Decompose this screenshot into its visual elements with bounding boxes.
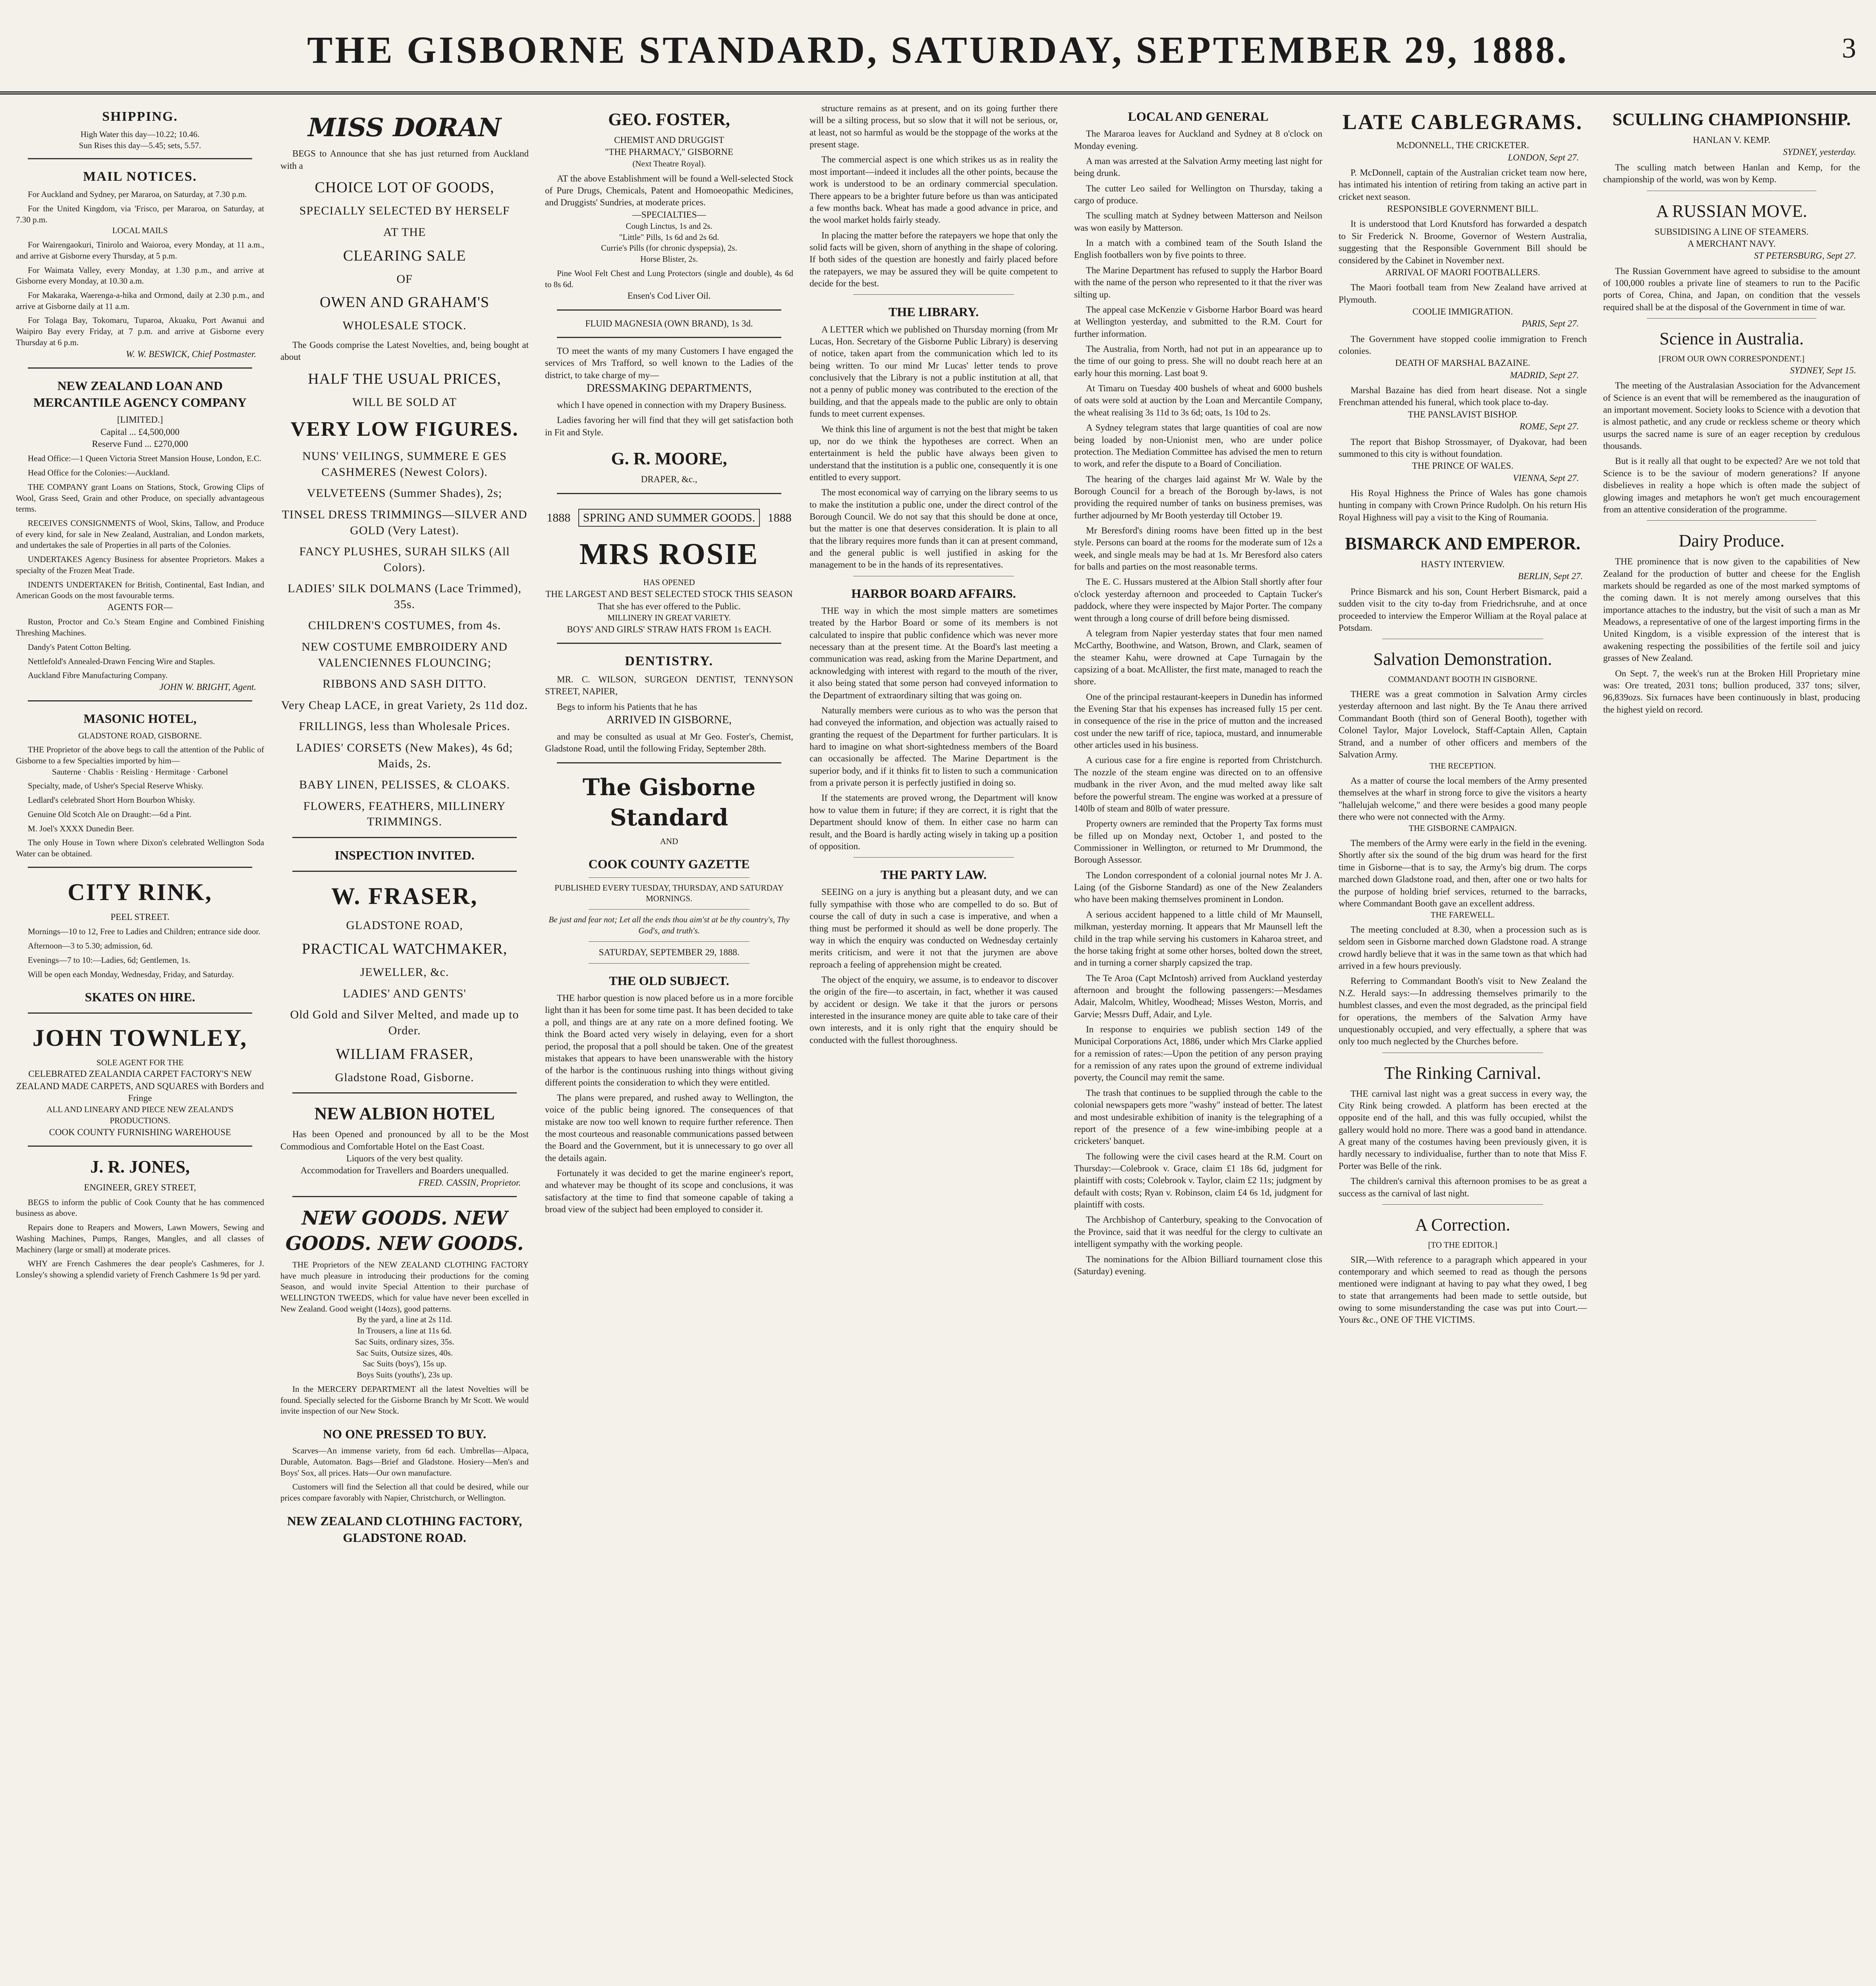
old-subject-para: Fortunately it was decided to get the marine engineer's report, and whatever may be thought of its scope and conclusions, it was satisfactory at the time to find that someone capable of taking a broad view of the subject had been employed to consider it. <box>545 1168 793 1215</box>
new-goods-item: In Trousers, a line at 11s 6d. <box>357 1326 452 1336</box>
specialties-heading: —SPECIALTIES— <box>632 209 706 220</box>
rinking-carnival-para: THE carnival last night was a great success in every way, the City Rink being crowded. A platform has been erected at the opposite end of the hall, and this was fully occupied, whilst the gallery would hold no more. There was a good band in attendance. A great many of the costumes having been previously given, it is hardly necessary to individualise, further than to note that Miss F. Porter was Belle of the rink. <box>1339 1088 1587 1171</box>
new-goods-item: Sac Suits (boys'), 15s up. <box>362 1359 447 1369</box>
nz-loan-heading: NEW ZEALAND LOAN AND MERCANTILE AGENCY COMPANY <box>33 378 247 410</box>
local-item: The sculling match at Sydney between Matterson and Neilson was won easily by Matterson. <box>1074 211 1322 233</box>
jones-para: WHY are French Cashmeres the dear people's Cashmeres, for J. Lonsley's showing a splendid variety of French Cashmere 1s 9d per yard. <box>16 1259 264 1279</box>
bismarck-text: Prince Bismarck and his son, Count Herbert Bismarck, paid a sudden visit to the city to-day from Friedrichsruhe, and at once proceeded to interview the Emperor William at the Royal palace at Potsdam. <box>1339 586 1587 633</box>
local-mails-label: LOCAL MAILS <box>112 226 168 236</box>
column-4 <box>806 99 1062 1970</box>
standard-and: AND <box>660 836 678 846</box>
moore-signature: G. R. MOORE, <box>611 449 727 469</box>
shipping-line: High Water this day—10.22; 10.46. <box>80 129 200 139</box>
divider <box>1647 318 1816 319</box>
divider <box>292 837 517 838</box>
nz-loan-para: Head Office for the Colonies:—Auckland. <box>28 468 170 478</box>
doran-intro: BEGS to Announce that she has just returned from Auckland with a <box>280 149 529 171</box>
dentistry-heading: DENTISTRY. <box>625 653 713 668</box>
masonic-para: Ledlard's celebrated Short Horn Bourbon Whisky. <box>28 795 195 805</box>
doran-line: FLOWERS, FEATHERS, MILLINERY TRIMMINGS. <box>303 799 506 829</box>
masonic-para: Genuine Old Scotch Ale on Draught:—6d a Pint. <box>28 809 191 819</box>
divider <box>589 909 750 910</box>
fraser-line: Old Gold and Silver Melted, and made up to Order. <box>290 1008 519 1037</box>
party-para: The object of the enquiry, we assume, is to endeavor to discover the origin of the fire—to ascertain, in fact, whether it was caused by accident or design. We take it that the jurors or persons interested in the insurance money are quite able to take care of their own interests, and it is only right that the enquiry should be conducted with the fullest thoroughness. <box>810 974 1058 1045</box>
column-2 <box>276 99 533 1970</box>
doran-line: The Goods comprise the Latest Novelties, and, being bought at about <box>280 340 529 362</box>
local-item: In response to enquiries we publish section 149 of the Municipal Corporations Act, 1886, under which Mrs Clarke applied for a remission of rates:—Upon the petition of any person praying for a remission of any rates upon the ground of extreme individual poverty, the Council may remit the same. <box>1074 1024 1322 1083</box>
new-goods-item: Boys Suits (youths'), 23s up. <box>357 1370 452 1380</box>
jones-para: BEGS to inform the public of Cook County that he has commenced business as above. <box>16 1197 264 1218</box>
nz-loan-para: Head Office:—1 Queen Victoria Street Mansion House, London, E.C. <box>28 454 262 464</box>
townley-line: ALL AND LINEARY AND PIECE NEW ZEALAND'S PRODUCTIONS. <box>46 1105 234 1126</box>
fraser-line: JEWELLER, &c. <box>360 966 449 979</box>
masonic-para: The only House in Town where Dixon's celebrated Wellington Soda Water can be obtained. <box>16 838 264 859</box>
dentistry-para: and may be consulted as usual at Mr Geo. Foster's, Chemist, Gladstone Road, until the following Friday, September 28th. <box>545 731 793 754</box>
rosie-season-line <box>545 510 793 526</box>
library-para: We think this line of argument is not the best that might be taken up, nor do we think the hypotheses are correct. When an entertainment is held the public have always been given to understand that the institution is a public one, consequently it is one entitled to every support. <box>810 424 1058 482</box>
moore-dressmaking: DRESSMAKING DEPARTMENTS, <box>586 382 752 395</box>
divider <box>853 857 1014 858</box>
fraser-line: Gladstone Road, Gisborne. <box>335 1070 474 1084</box>
harbor-para: THE way in which the most simple matters are sometimes treated by the Harbor Board or some of its members is not calculated to inspire that public confidence which was never more necessary than at the present time. At the Board's last meeting a communication was read, asking from the Marine Department, and acknowledging with interest with regard to the mouth of the river, it also being stated that some person had conveyed information to the Department of extraordinary silting that was going on. <box>810 606 1058 700</box>
agents-heading: AGENTS FOR— <box>107 602 173 612</box>
cable-heading: McDONNELL, THE CRICKETER. <box>1396 140 1529 151</box>
cable-heading: RESPONSIBLE GOVERNMENT BILL. <box>1387 204 1538 214</box>
harbor-board-heading: HARBOR BOARD AFFAIRS. <box>851 586 1016 601</box>
salvation-subheading: COMMANDANT BOOTH IN GISBORNE. <box>1388 674 1538 684</box>
library-para: The most economical way of carrying on the library seems to us to make the institution a public one, under the direct control of the Borough Council. We do not say that this should be done at once, but the matter is one that deserves consideration. It is plain to all that the library requires more funds than it can at present command, and the general public is well justified in asking for the management to be in the hands of its representatives. <box>810 487 1058 570</box>
specialty: Ensen's Cod Liver Oil. <box>627 291 711 301</box>
cable-item <box>1339 267 1587 306</box>
divider <box>557 337 781 338</box>
doran-line: VELVETEENS (Summer Shades), 2s; <box>307 487 502 500</box>
masonic-para: Specialty, made, of Usher's Special Reserve Whisky. <box>28 781 204 791</box>
standard-subtitle: COOK COUNTY GAZETTE <box>588 857 750 871</box>
local-item: The appeal case McKenzie v Gisborne Harbor Board was heard at Wellington yesterday, and submitted to the R.M. Court for further information. <box>1074 304 1322 339</box>
mail-notice: For Tolaga Bay, Tokomaru, Tuparoa, Akuaku, Port Awanui and Waipiro Bay every Friday, at 7 p.m. and arrive at Gisborne every Thursday at 6 p.m. <box>16 315 264 347</box>
local-item: The Mararoa leaves for Auckland and Sydney at 8 o'clock on Monday evening. <box>1074 129 1322 151</box>
cable-item <box>1339 357 1587 408</box>
local-item: Mr Beresford's dining rooms have been fitted up in the best style. Persons can board at the rooms for the moderate sum of 12s a week, and single meals may be had at 1s. Mr Beresford also caters for balls and parties on the most reasonable terms. <box>1074 525 1322 572</box>
divider <box>589 941 750 942</box>
local-item: In a match with a combined team of the South Island the English footballers won by five points to three. <box>1074 238 1322 260</box>
cable-item <box>1339 460 1587 524</box>
mail-notice: For Makaraka, Waerenga-a-hika and Ormond, daily at 2.30 p.m., and arrive at Gisborne daily at 11 a.m. <box>16 290 264 311</box>
city-rink-address: PEEL STREET. <box>110 912 170 922</box>
doran-line: NUNS' VEILINGS, SUMMERE E GES CASHMERES (Newest Colors). <box>302 450 507 479</box>
nz-loan-capital: Capital ... £4,500,000 <box>100 427 180 437</box>
salvation-subhead: THE RECEPTION. <box>1430 761 1496 771</box>
harbor-para: If the statements are proved wrong, the Department will know how to value them in future; if they are correct, it is right that the Department should know of them. In either case no harm can result, and the Board is hardly acting wisely in taking up a position of opposition. <box>810 793 1058 851</box>
local-general-heading: LOCAL AND GENERAL <box>1128 109 1269 124</box>
albion-line: Accommodation for Travellers and Boarders unequalled. <box>300 1165 509 1176</box>
correction-heading: A Correction. <box>1415 1215 1511 1234</box>
salvation-heading: Salvation Demonstration. <box>1373 649 1552 669</box>
new-goods-para: In the MERCERY DEPARTMENT all the latest Novelties will be found. Specially selected for the Gisborne Branch by Mr Scott. We would invite inspection of our New Stock. <box>280 1384 529 1416</box>
doran-line: AT THE <box>383 225 426 239</box>
doran-line: CLEARING SALE <box>343 247 466 264</box>
rosie-season: SPRING AND SUMMER GOODS. <box>578 509 760 527</box>
rink-para: Will be open each Monday, Wednesday, Friday, and Saturday. <box>28 969 234 979</box>
bismarck-dateline: BERLIN, Sept 27. <box>1518 571 1583 582</box>
doran-line: CHOICE LOT OF GOODS, <box>315 179 495 196</box>
masonic-wines: Sauterne · Chablis · Reisling · Hermitage · Carbonel <box>52 767 228 777</box>
doran-line: WHOLESALE STOCK. <box>342 319 467 332</box>
column-1 <box>12 99 268 1970</box>
local-item: The nominations for the Albion Billiard tournament close this (Saturday) evening. <box>1074 1254 1322 1276</box>
local-item: A man was arrested at the Salvation Army meeting last night for being drunk. <box>1074 156 1322 178</box>
cable-heading: THE PANSLAVIST BISHOP. <box>1408 409 1518 419</box>
old-subject-para: THE harbor question is now placed before us in a more forcible light than it has been for some time past. It has been decided to take a poll, and things are at any rate on a more defined footing. We think the Board acted very wisely in delaying, even for a short period, the proposal that a poll should be taken. One of the greatest mistakes that appears to have been unanswerable with the history of the harbor is the continuous rushing into things without giving different points the consideration to which they were entitled. <box>545 993 793 1088</box>
dairy-para: On Sept. 7, the week's run at the Broken Hill Proprietary mine was: Ore treated, 2031 tons; bullion produced, 337 tons; silver, 96,839ozs. Six furnaces have been continuously in blast, producing the highest yield on record. <box>1603 668 1860 715</box>
miss-doran-heading: MISS DORAN <box>308 113 501 143</box>
inspection-invited: INSPECTION INVITED. <box>334 848 475 862</box>
cable-item <box>1339 203 1587 267</box>
divider <box>28 1146 252 1147</box>
science-correspondent: [FROM OUR OWN CORRESPONDENT.] <box>1658 354 1805 364</box>
page-number: 3 <box>1842 32 1856 64</box>
new-goods-item: Sac Suits, Outsize sizes, 40s. <box>356 1348 453 1358</box>
masonic-para: THE Proprietor of the above begs to call the attention of the Public of Gisborne to a few Specialties imported by him— <box>16 745 264 766</box>
continued-para: The commercial aspect is one which strikes us as in reality the most important—indeed it includes all the other points, because the work is understood to be an ordinary commercial speculation. There appears to be a brighter future before us than was anticipated a few months back. Wheat has made a good advance in price, and the wool market holds fairly steady. <box>810 155 1058 225</box>
standard-publication: PUBLISHED EVERY TUESDAY, THURSDAY, AND SATURDAY MORNINGS. <box>554 883 784 904</box>
local-item: Property owners are reminded that the Property Tax forms must be filled up on Monday next, October 1, and posted to the Commissioner in Wellington, or returned to Mr Drummond, the Borough Assessor. <box>1074 819 1322 865</box>
skates-on-hire: SKATES ON HIRE. <box>85 990 195 1005</box>
specialty: Pine Wool Felt Chest and Lung Protectors (single and double), 4s 6d to 8s 6d. <box>545 268 793 289</box>
cable-dateline: LONDON, Sept 27. <box>1508 152 1579 162</box>
salvation-subhead: THE GISBORNE CAMPAIGN. <box>1408 823 1517 833</box>
new-goods-para: Scarves—An immense variety, from 6d each. Umbrellas—Alpaca, Durable, Automaton. Bags—Brief and Gladstone. Hosiery—Men's and Boys' Sox, all prices. Hats—Our own manufacture. <box>280 1446 529 1478</box>
sculling-dateline: SYDNEY, yesterday. <box>1783 147 1856 157</box>
john-townley-heading: JOHN TOWNLEY, <box>32 1025 248 1051</box>
standard-heading: The Gisborne Standard <box>582 773 756 831</box>
foster-heading: GEO. FOSTER, <box>608 110 730 129</box>
late-cablegrams-heading: LATE CABLEGRAMS. <box>1342 110 1583 134</box>
moore-para: Ladies favoring her will find that they will get satisfaction both in Fit and Style. <box>545 415 793 437</box>
standard-motto: Be just and fear not; Let all the ends thou aim'st at be thy country's, Thy God's, and truth's. <box>549 915 790 935</box>
new-goods-heading: NEW GOODS. NEW GOODS. NEW GOODS. <box>285 1207 524 1255</box>
science-heading: Science in Australia. <box>1660 329 1804 349</box>
specialty: Horse Blister, 2s. <box>640 254 698 264</box>
moore-title: DRAPER, &c., <box>641 474 697 485</box>
rink-para: Evenings—7 to 10:—Ladies, 6d; Gentlemen, 1s. <box>28 955 191 965</box>
cable-heading: THE PRINCE OF WALES. <box>1412 461 1514 471</box>
divider <box>28 158 252 159</box>
cable-dateline: ROME, Sept 27. <box>1519 421 1579 432</box>
party-para: SEEING on a jury is anything but a pleasant duty, and we can fully sympathise with those who are compelled to do so. But of course the call of duty in such a case is imperative, and when a thing must be performed it should as well be done properly. The way in which the enquiry was conducted on Wednesday certainly merits criticism, and were it not that the jurymen are above reproach a feeling of apprehension might be created. <box>810 887 1058 970</box>
new-goods-item: By the yard, a line at 2s 11d. <box>357 1315 452 1325</box>
science-para: But is it really all that ought to be expected? Are we not told that Science is to be the saviour of modern generations? If anyone disbelieves in reality a hope which is often made the subject of glowing images and metaphors he won't get much encouragement from an attentive consideration of the programme. <box>1603 456 1860 514</box>
specialty: "Little" Pills, 1s 6d and 2s 6d. <box>619 232 719 242</box>
divider <box>1382 1204 1543 1205</box>
local-item: A curious case for a fire engine is reported from Christchurch. The nozzle of the steam engine was directed on to an offensive mudbank in the river Avon, and the mud melted away like salt before the powerful stream. The engine was worked at a pressure of 140lb of steam and 80lb of water pressure. <box>1074 755 1322 813</box>
column-5 <box>1070 99 1326 1970</box>
cable-text: It is understood that Lord Knutsford has forwarded a despatch to Sir Frederick N. Broome, Governor of Western Australia, suggesting that the Responsible Government Bill should be considered by the Cabinet in November next. <box>1339 219 1587 265</box>
science-para: The meeting of the Australasian Association for the Advancement of Science is an event that will be remembered as the inauguration of an important movement. Society looks to Science with a devotion that is almost pathetic, and any crude or reckless scheme or theory which usurps the sacred name is sure of an eager reception by credulous thousands. <box>1603 381 1860 451</box>
divider <box>28 867 252 868</box>
dairy-para: THE prominence that is now given to the capabilities of New Zealand for the production of butter and cheese for the English markets should be regarded as one of the most marked symptoms of the coming dawn. It is not merely among ourselves that this importance attaches to the industry, but the visit of such a man as Mr Meadows, a representative of one of the largest importing firms in the United Kingdom, is a visible expression of the interest that is awakening respecting the possibilities of the fertile soil and juicy grasses of New Zealand. <box>1603 556 1860 663</box>
cable-dateline: PARIS, Sept 27. <box>1522 319 1579 329</box>
divider <box>292 871 517 872</box>
divider <box>557 762 781 763</box>
party-law-heading: THE PARTY LAW. <box>880 867 987 882</box>
column-6 <box>1335 99 1591 1970</box>
local-item: The E. C. Hussars mustered at the Albion Stall shortly after four o'clock yesterday afternoon and proceeded to Captain Tucker's paddock, where they were inspected by Major Porter. The company went through a long course of drill before being dismissed. <box>1074 577 1322 623</box>
sculling-heading: SCULLING CHAMPIONSHIP. <box>1612 110 1851 129</box>
rosie-year-left: 1888 <box>547 511 571 524</box>
divider <box>589 963 750 964</box>
divider <box>557 309 781 311</box>
rink-para: Afternoon—3 to 5.30; admission, 6d. <box>28 941 153 951</box>
specialty: Cough Linctus, 1s and 2s. <box>626 221 713 231</box>
rinking-carnival-heading: The Rinking Carnival. <box>1384 1063 1541 1083</box>
rosie-line: That she has ever offered to the Public. <box>597 601 741 611</box>
shipping-line: Sun Rises this day—5.45; sets, 5.57. <box>79 140 201 150</box>
local-item: A serious accident happened to a little child of Mr Maunsell, milkman, yesterday morning. It appears that Mr Maunsell left the child in the trap while serving his customers in Kaharoa street, and the horse taking fright at some other horses, bolted down the street, and in turning a corner sharply capsized the trap. <box>1074 909 1322 968</box>
doran-line: FRILLINGS, less than Wholesale Prices. <box>299 720 510 733</box>
townley-line: SOLE AGENT FOR THE <box>96 1057 184 1067</box>
cable-heading: DEATH OF MARSHAL BAZAINE. <box>1395 358 1530 368</box>
science-dateline: SYDNEY, Sept 15. <box>1790 365 1856 375</box>
library-heading: THE LIBRARY. <box>888 305 979 319</box>
columns <box>12 99 1864 1970</box>
divider <box>28 1012 252 1014</box>
dentistry-para: MR. C. WILSON, SURGEON DENTIST, TENNYSON STREET, NAPIER, <box>545 674 793 697</box>
local-item: The hearing of the charges laid against Mr W. Wale by the Borough Council for a breach of the Borough by-laws, is not providing the required number of tanks on business premises, was further adjourned by Mr Booth yesterday till October 19. <box>1074 474 1322 520</box>
column-3 <box>541 99 797 1970</box>
doran-line: OWEN AND GRAHAM'S <box>319 294 490 311</box>
divider <box>1647 520 1816 521</box>
agents-para: Auckland Fibre Manufacturing Company. <box>28 670 168 680</box>
new-goods-para: Customers will find the Selection all that could be desired, while our prices compare favorably with Napier, Christchurch, or Wellington. <box>280 1482 529 1503</box>
dentistry-arrived: ARRIVED IN GISBORNE, <box>607 713 732 726</box>
city-rink-heading: CITY RINK, <box>68 879 213 905</box>
mrs-rosie-heading: MRS ROSIE <box>579 537 759 571</box>
cable-heading: COOLIE IMMIGRATION. <box>1412 306 1513 317</box>
nz-loan-para: THE COMPANY grant Loans on Stations, Stock, Growing Clips of Wool, Grass Seed, Grain and other Produce, on specially advantageous terms. <box>16 482 264 514</box>
agents-para: Ruston, Proctor and Co.'s Steam Engine and Combined Finishing Threshing Machines. <box>16 617 264 638</box>
local-item: The following were the civil cases heard at the R.M. Court on Thursday:—Colebrook v. Grace, claim £1 18s 6d, judgment for plaintiff with costs; Colebrook v. Taylor, claim £2 11s; judgment by default with costs; Ryan v. Robinson, claim £4 6s 1d, judgment for plaintiff with costs. <box>1074 1151 1322 1210</box>
doran-line: HALF THE USUAL PRICES, <box>308 370 501 387</box>
doran-line: NEW COSTUME EMBROIDERY AND VALENCIENNES FLOUNCING; <box>301 640 508 669</box>
doran-line: WILL BE SOLD AT <box>352 395 457 409</box>
no-one-pressed: NO ONE PRESSED TO BUY. <box>323 1426 487 1441</box>
divider <box>853 294 1014 295</box>
fraser-line: PRACTICAL WATCHMAKER, <box>301 941 508 958</box>
local-item: The trash that continues to be supplied through the cable to the colonial newspapers gets more "washy" instead of better. The latest and most undesirable exhibition of inanity is the telegraphing of a report of the presence of a few wine-imbibing people at a cricketers' banquet. <box>1074 1088 1322 1146</box>
local-item: A Sydney telegram states that large quantities of coal are now being loaded by non-Unionist men, who are under police protection. The Mediation Committee has advised the men to return to work, and refer the dispute to a Board of Conciliation. <box>1074 423 1322 469</box>
continued-para: In placing the matter before the ratepayers we hope that only the solid facts will be given, shorn of anything in the shape of coloring. If both sides of the question are honestly and fairly placed before the ratepayers, we may be assured they will be quite competent to decide for the best. <box>810 230 1058 289</box>
local-item: The cutter Leo sailed for Wellington on Thursday, taking a cargo of produce. <box>1074 183 1322 206</box>
bismarck-heading: BISMARCK AND EMPEROR. <box>1345 534 1580 554</box>
cable-item <box>1339 306 1587 357</box>
divider <box>292 1196 517 1197</box>
local-item: The Marine Department has refused to supply the Harbor Board with the name of the person who represented to it that the river was silting up. <box>1074 265 1322 299</box>
postmaster-signature: W. W. BESWICK, Chief Postmaster. <box>126 349 256 359</box>
cable-text: The Government have stopped coolie immigration to French colonies. <box>1339 334 1587 356</box>
w-fraser-heading: W. FRASER, <box>331 883 478 910</box>
cable-dateline: MADRID, Sept 27. <box>1510 370 1579 380</box>
harbor-para: Naturally members were curious as to who was the person that had conveyed the information, and objection was actually raised to granting the request of the Department for further particulars. It is hard to imagine on what short-sightedness members of the Board can occasionally be affected. The Marine Department is the superior body, and if it thinks fit to listen to such a communication from a private person it is perfectly justified in doing so. <box>810 705 1058 788</box>
rosie-line: BOYS' AND GIRLS' STRAW HATS FROM 1s EACH. <box>567 624 771 634</box>
new-goods-para: THE Proprietors of the NEW ZEALAND CLOTHING FACTORY have much pleasure in introducing their productions for the coming Season, and would invite Special Attention to their purchase of WELLINGTON TWEEDS, which for value have never been excelled in New Zealand. Good weight (14ozs), good patterns. <box>280 1260 529 1314</box>
rosie-year-right: 1888 <box>767 511 792 524</box>
fluid-magnesia: FLUID MAGNESIA (OWN BRAND), 1s 3d. <box>585 318 753 328</box>
correction-to-editor: [TO THE EDITOR.] <box>1428 1240 1497 1250</box>
fraser-line: WILLIAM FRASER, <box>336 1045 473 1063</box>
salvation-para: As a matter of course the local members of the Army presented themselves at the wharf in strong force to give the visitors a hearty "hallelujah welcome," and there were besides a good many people there who were not connected with the Army. <box>1339 775 1587 822</box>
nz-loan-limited: [LIMITED.] <box>117 415 163 425</box>
local-item: The Te Aroa (Capt McIntosh) arrived from Auckland yesterday afternoon and brought the following passengers:—Mesdames Adair, Malcolm, Whitley, Woodhead; Misses Weston, Morris, and Garvie; Messrs Duff, Adair, and Lyle. <box>1074 973 1322 1019</box>
new-goods-item: Sac Suits, ordinary sizes, 35s. <box>355 1337 454 1347</box>
jones-address: ENGINEER, GREY STREET, <box>84 1182 196 1193</box>
merchant-navy-text: The Russian Government have agreed to subsidise to the amount of 100,000 roubles a private line of steamers to run to the Pacific ports of Corea, China, and Japan, on condition that the vessels required shall be at the disposal of the Government in time of war. <box>1603 266 1860 312</box>
correction-text: SIR,—With reference to a paragraph which appeared in your contemporary and which seemed to read as though the persons mentioned were indignant at having to pay what they owed, I beg to state that arrangements had been made to settle outside, but owing to some misunderstanding the case was put into Court.—Yours &c., ONE OF THE VICTIMS. <box>1339 1254 1587 1325</box>
moore-para: which I have opened in connection with my Drapery Business. <box>557 400 786 410</box>
continued-para: structure remains as at present, and on its going further there will be a silting process, but so slow that it will not be serious, or, at least, not so harmful as would be the stoppage of the works at the present stage. <box>810 103 1058 150</box>
moore-para: TO meet the wants of my many Customers I have engaged the services of Mrs Trafford, so well known to the Ladies of the district, to take charge of my— <box>545 346 793 380</box>
local-item: One of the principal restaurant-keepers in Dunedin has informed the Evening Star that his expenses has increased fully 15 per cent. in consequence of the rise in the price of mutton and the increased cost under the new tariff of rice, tapioca, mustard, and innumerable other articles used in his business. <box>1074 692 1322 750</box>
mail-notice: For the United Kingdom, via 'Frisco, per Mararoa, on Saturday, at 7.30 p.m. <box>16 203 264 224</box>
bismarck-subheading: HASTY INTERVIEW. <box>1420 559 1505 570</box>
albion-line: Has been Opened and pronounced by all to be the Most Commodious and Comfortable Hotel on the East Coast. <box>280 1129 529 1151</box>
rosie-line: THE LARGEST AND BEST SELECTED STOCK THIS SEASON <box>545 589 793 599</box>
mail-notice: For Waimata Valley, every Monday, at 1.30 p.m., and arrive at Gisborne every Monday, at 10.30 a.m. <box>16 265 264 286</box>
sculling-text: The sculling match between Hanlan and Kemp, for the championship of the world, was won by Kemp. <box>1603 162 1860 185</box>
sculling-subheading: HANLAN V. KEMP. <box>1693 135 1770 145</box>
doran-line: TINSEL DRESS TRIMMINGS—SILVER AND GOLD (Very Latest). <box>282 508 527 537</box>
doran-line: LADIES' CORSETS (New Makes), 4s 6d; Maids, 2s. <box>296 741 513 770</box>
masonic-para: M. Joel's XXXX Dunedin Beer. <box>28 823 134 833</box>
agent-signature: JOHN W. BRIGHT, Agent. <box>159 682 256 692</box>
foster-line: (Next Theatre Royal). <box>632 158 706 168</box>
local-item: The Australia, from North, had not put in an appearance up to the time of our going to press. She will no doubt reach here at an early hour this morning. Last boat 9. <box>1074 344 1322 378</box>
mail-notices-heading: MAIL NOTICES. <box>83 169 197 184</box>
salvation-subhead: THE FAREWELL. <box>1430 910 1495 920</box>
cable-item <box>1339 409 1587 460</box>
cable-text: The report that Bishop Strossmayer, of Dyakovar, had been summoned to this city is without foundation. <box>1339 437 1587 459</box>
masthead <box>0 0 1876 95</box>
standard-date: SATURDAY, SEPTEMBER 29, 1888. <box>599 947 740 957</box>
merchant-navy-heading: A MERCHANT NAVY. <box>1687 238 1776 249</box>
albion-hotel-heading: NEW ALBION HOTEL <box>314 1104 495 1124</box>
russian-move-heading: A RUSSIAN MOVE. <box>1656 201 1807 221</box>
doran-line: SPECIALLY SELECTED BY HERSELF <box>299 204 510 218</box>
old-subject-para: The plans were prepared, and rushed away to Wellington, the voice of the public being ignored. The consequences of that mistake are now too well known to require further reference. Then the most courteous and reasonable communications passed between the Board and the Government, but it is unnecessary to go over all the details again. <box>545 1092 793 1163</box>
albion-proprietor: FRED. CASSIN, Proprietor. <box>418 1177 521 1188</box>
divider <box>589 877 750 878</box>
cable-text: P. McDonnell, captain of the Australian cricket team now here, has intimated his intention of retiring from taking an active part in cricket next season. <box>1339 167 1587 202</box>
russian-move-subheading: SUBSIDISING A LINE OF STEAMERS. <box>1654 226 1809 237</box>
cable-heading: ARRIVAL OF MAORI FOOTBALLERS. <box>1385 267 1540 277</box>
very-low-figures: VERY LOW FIGURES. <box>290 417 519 440</box>
nz-loan-para: INDENTS UNDERTAKEN for British, Continental, East Indian, and American Goods on the most favourable terms. <box>16 580 264 601</box>
doran-line: FANCY PLUSHES, SURAH SILKS (All Colors). <box>299 545 510 574</box>
salvation-para: Referring to Commandant Booth's visit to New Zealand the N.Z. Herald says:—In addressing themselves primarily to the humblest classes, and even the most degraded, as the principal field for operations, the members of the Salvation Army have unquestionably occupied, and very effectually, a sphere that was only too much neglected by the Churches before. <box>1339 976 1587 1047</box>
local-item: A telegram from Napier yesterday states that four men named McCarthy, Boothwine, and Watson, Brown, and Clark, seamen of the steamer Kahu, were drowned at Cape Turnagain by the capsizing of a boat. McAllister, the first mate, managed to reach the shore. <box>1074 628 1322 687</box>
divider <box>28 367 252 369</box>
doran-line: RIBBONS AND SASH DITTO. <box>323 677 487 691</box>
agents-para: Nettlefold's Annealed-Drawn Fencing Wire and Staples. <box>28 656 215 666</box>
rosie-line: MILLINERY IN GREAT VARIETY. <box>607 612 731 622</box>
salvation-para: The meeting concluded at 8.30, when a procession such as is seldom seen in Gisborne marched down Gladstone road. A strange crowd hardly believe that it was in the same town as that which had arrived in a few hours previously. <box>1339 924 1587 971</box>
divider <box>557 493 781 494</box>
shipping-heading: SHIPPING. <box>102 109 178 124</box>
foster-line: CHEMIST AND DRUGGIST <box>614 135 724 145</box>
doran-line: BABY LINEN, PELISSES, & CLOAKS. <box>299 778 510 792</box>
dairy-produce-heading: Dairy Produce. <box>1679 531 1785 551</box>
rosie-line: HAS OPENED <box>643 578 695 587</box>
doran-line: CHILDREN'S COSTUMES, from 4s. <box>308 619 501 632</box>
doran-line: LADIES' SILK DOLMANS (Lace Trimmed), 35s. <box>288 582 522 611</box>
foster-para: AT the above Establishment will be found a Well-selected Stock of Pure Drugs, Chemicals, Patent and Homoeopathic Medicines, and Druggists' Sundries, at moderate prices. <box>545 173 793 208</box>
cable-item <box>1339 139 1587 203</box>
divider <box>28 700 252 701</box>
dentistry-para: Begs to inform his Patients that he has <box>557 701 697 712</box>
nz-loan-reserve: Reserve Fund ... £270,000 <box>92 439 188 449</box>
foster-line: "THE PHARMACY," GISBORNE <box>605 147 734 157</box>
jones-heading: J. R. JONES, <box>90 1157 190 1177</box>
mail-notice: For Wairengaokuri, Tinirolo and Waioroa, every Monday, at 11 a.m., and arrive at Gisborne every Thursday, at 5 p.m. <box>16 240 264 261</box>
nz-loan-para: RECEIVES CONSIGNMENTS of Wool, Skins, Tallow, and Produce of every kind, for sale in New Zealand, Australian, and London markets, and undertakes the sale of Properties in all parts of the Colonies. <box>16 518 264 550</box>
merchant-navy-dateline: ST PETERSBURG, Sept 27. <box>1754 251 1856 261</box>
mail-notice: For Auckland and Sydney, per Mararoa, on Saturday, at 7.30 p.m. <box>28 189 247 199</box>
cable-text: The Maori football team from New Zealand have arrived at Plymouth. <box>1339 282 1587 305</box>
fraser-line: GLADSTONE ROAD, <box>346 919 463 932</box>
local-item: The Archbishop of Canterbury, speaking to the Convocation of the Province, said that it was needful for the clergy to cultivate an intelligent sympathy with the working people. <box>1074 1215 1322 1249</box>
old-subject-heading: THE OLD SUBJECT. <box>609 973 729 988</box>
library-para: A LETTER which we published on Thursday morning (from Mr Lucas, Hon. Secretary of the Gisborne Public Library) is deserving of notice, taken apart from the communication which led to its being written. To our mind Mr Lucas' letter tends to prove conclusively that the Library is not a public institution at all, that not a penny of public money was contributed to the erection of the building, and that the appeals made to the public are only to obtain funds to meet current expenses. <box>810 324 1058 419</box>
rink-para: Mornings—10 to 12, Free to Ladies and Children; entrance side door. <box>28 927 261 937</box>
column-7 <box>1599 99 1864 1970</box>
divider <box>557 643 781 644</box>
albion-line: Liquors of the very best quality. <box>346 1153 463 1164</box>
cable-text: His Royal Highness the Prince of Wales has gone chamois hunting in company with Crown Prince Rudolph. On his return His Royal Highness will pay a visit to the King of Roumania. <box>1339 488 1587 522</box>
doran-line: Very Cheap LACE, in great Variety, 2s 11d doz. <box>281 698 528 712</box>
masonic-hotel-address: GLADSTONE ROAD, GISBORNE. <box>78 730 202 740</box>
divider <box>292 1092 517 1093</box>
clothing-factory-name: NEW ZEALAND CLOTHING FACTORY, GLADSTONE ROAD. <box>287 1513 522 1545</box>
doran-line: OF <box>396 272 413 286</box>
newspaper-title: THE GISBORNE STANDARD, SATURDAY, SEPTEMBER 29, 1888. <box>307 29 1569 71</box>
masonic-hotel-heading: MASONIC HOTEL, <box>83 711 197 726</box>
local-item: The London correspondent of a colonial journal notes Mr J. A. Laing (of the Gisborne Standard) as one of the New Zealanders who have been making themselves prominent in London. <box>1074 870 1322 904</box>
jones-para: Repairs done to Reapers and Mowers, Lawn Mowers, Sewing and Washing Machines, Pumps, Ranges, Mangles, and all classes of Machinery (large or small) at moderate prices. <box>16 1223 264 1254</box>
townley-line: COOK COUNTY FURNISHING WAREHOUSE <box>49 1127 231 1137</box>
cable-text: Marshal Bazaine has died from heart disease. Not a single Frenchman attended his funeral, which took place to-day. <box>1339 385 1587 408</box>
fraser-line: LADIES' AND GENTS' <box>343 987 466 1000</box>
cable-dateline: VIENNA, Sept 27. <box>1513 473 1579 483</box>
salvation-para: THERE was a great commotion in Salvation Army circles yesterday afternoon and last night. By the Te Anau there arrived Commandant Booth (third son of General Booth), together with Colonel Taylor, Major Lovelock, Staff-Captain Allen, Captain Strand, and a number of other officers and members of the Salvation Army. <box>1339 689 1587 759</box>
salvation-para: The members of the Army were early in the field in the evening. Shortly after six the sound of the big drum was heard for the first time in Gisborne—that is to say, the Army's big drum. The corps marched down Gladstone road, and then, after one or two halts for the purpose of holding brief services, returned to the barracks, where Commandant Booth gave an excellent address. <box>1339 838 1587 908</box>
specialty: Currie's Pills (for chronic dyspepsia), 2s. <box>601 243 737 253</box>
rinking-carnival-para: The children's carnival this afternoon promises to be as great a success as the carnival of last night. <box>1339 1176 1587 1198</box>
agents-para: Dandy's Patent Cotton Belting. <box>28 642 131 652</box>
nz-loan-para: UNDERTAKES Agency Business for absentee Proprietors. Makes a specialty of the Frozen Meat Trade. <box>16 554 264 575</box>
townley-line: CELEBRATED ZEALANDIA CARPET FACTORY'S NEW ZEALAND MADE CARPETS, AND SQUARES with Borders and Fringe <box>16 1069 264 1103</box>
local-item: At Timaru on Tuesday 400 bushels of wheat and 6000 bushels of oats were sold at auction by the Loan and Mercantile Company, the wheat realising 3s 11d to 3s 6d; oats, 1s 10d to 2s. <box>1074 383 1322 417</box>
